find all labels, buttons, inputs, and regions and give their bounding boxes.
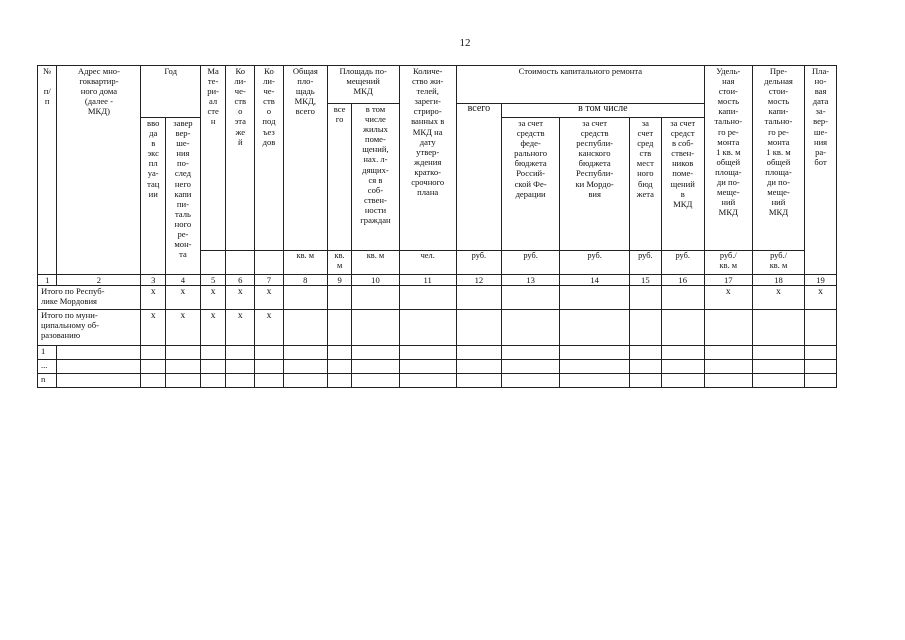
table-cell (141, 346, 166, 360)
cell-mark-x: х (166, 310, 201, 346)
table-cell (352, 310, 399, 346)
table-cell (255, 360, 284, 374)
table-cell (57, 346, 141, 360)
column-number: 4 (166, 275, 201, 286)
cell-mark-x: х (200, 286, 226, 310)
table-cell (200, 360, 226, 374)
table-cell (226, 346, 255, 360)
header-year: Год (141, 66, 200, 118)
table-cell (661, 286, 704, 310)
table-cell (255, 346, 284, 360)
column-number: 6 (226, 275, 255, 286)
header-no: № п/ п (38, 66, 57, 275)
table-cell (200, 374, 226, 388)
table-cell (560, 374, 630, 388)
table-cell (57, 360, 141, 374)
column-number: 7 (255, 275, 284, 286)
cell-mark-x: х (704, 286, 752, 310)
table-cell (166, 360, 201, 374)
table-cell (283, 360, 327, 374)
cell-mark-x: х (752, 286, 804, 310)
header-including: в том числе (501, 104, 704, 118)
table-cell (456, 374, 501, 388)
table-cell (456, 346, 501, 360)
table-cell (752, 360, 804, 374)
row-number-first: 1 (38, 346, 57, 360)
header-area-total: все го (327, 104, 352, 251)
column-number: 11 (399, 275, 456, 286)
table-cell (704, 346, 752, 360)
cell-mark-x: х (255, 310, 284, 346)
header-repair-cost: Стоимость капитального ремонта (456, 66, 704, 104)
table-cell (501, 310, 559, 346)
table-cell (283, 374, 327, 388)
header-cost-total: всего (456, 104, 501, 251)
header-cost-federal: за счет средств феде- рального бюджета Россий- ской Фе- дерации (501, 118, 559, 251)
table-cell (399, 360, 456, 374)
column-number: 16 (661, 275, 704, 286)
column-number: 3 (141, 275, 166, 286)
unit-area-total: кв. м (327, 251, 352, 275)
unit-entrances (255, 251, 284, 275)
table-cell (399, 374, 456, 388)
table-cell (501, 360, 559, 374)
table-cell (141, 374, 166, 388)
header-year-commission: вво да в экс пл уа- тац ии (141, 118, 166, 275)
unit-cost-republic: руб. (560, 251, 630, 275)
table-cell (456, 360, 501, 374)
header-max-cost: Пре- дельная стои- мость капи- тально- го ре- монта 1 кв. м общей площа- ди по- меще- ний МКД (752, 66, 804, 251)
table-cell (629, 360, 661, 374)
header-total-area: Общая пло- щадь МКД, всего (283, 66, 327, 251)
table-cell (805, 310, 837, 346)
unit-unit-cost: руб./ кв. м (704, 251, 752, 275)
column-number: 1 (38, 275, 57, 286)
cell-mark-x: х (166, 286, 201, 310)
cell-mark-x: х (141, 286, 166, 310)
table-cell (399, 286, 456, 310)
table-cell (456, 286, 501, 310)
table-cell (352, 286, 399, 310)
column-number: 18 (752, 275, 804, 286)
table-cell (352, 346, 399, 360)
table-cell (501, 286, 559, 310)
header-floors: Ко ли- че- ств о эта же й (226, 66, 255, 251)
column-number: 15 (629, 275, 661, 286)
table-cell (704, 374, 752, 388)
table-cell (141, 360, 166, 374)
table-cell (752, 374, 804, 388)
table-cell (704, 360, 752, 374)
table-cell (200, 346, 226, 360)
table-cell (501, 346, 559, 360)
column-number: 17 (704, 275, 752, 286)
header-material: Ма те- ри- ал сте н (200, 66, 226, 251)
table-cell (560, 286, 630, 310)
column-number: 8 (283, 275, 327, 286)
row-number-last: n (38, 374, 57, 388)
header-area-premises: Площадь по- мещений МКД (327, 66, 399, 104)
column-number: 12 (456, 275, 501, 286)
header-year-finish: завер вер- ше- ния по- след него капи пи- таль ного ре- мон- та (166, 118, 201, 275)
header-cost-local: за счет сред ств мест ного бюд жета (629, 118, 661, 251)
table-cell (752, 346, 804, 360)
table-cell (327, 346, 352, 360)
cell-mark-x: х (200, 310, 226, 346)
table-cell (327, 286, 352, 310)
row-label-republic-total: Итого по Респуб- лике Мордовия (38, 286, 141, 310)
header-cost-republic: за счет средств республи- канского бюджета Республи- ки Мордо- вия (560, 118, 630, 251)
table-cell (805, 346, 837, 360)
header-cost-owners: за счет средст в соб- ствен- ников поме- щений в МКД (661, 118, 704, 251)
table-cell (283, 286, 327, 310)
table-cell (629, 346, 661, 360)
table-cell (629, 374, 661, 388)
row-label-municipal-total: Итого по муни- ципальному об- разованию (38, 310, 141, 346)
column-number: 10 (352, 275, 399, 286)
table-cell (456, 310, 501, 346)
column-number: 13 (501, 275, 559, 286)
unit-area-residential: кв. м (352, 251, 399, 275)
column-number: 14 (560, 275, 630, 286)
table-cell (57, 374, 141, 388)
capital-repair-table (37, 65, 837, 388)
header-entrances: Ко ли- че- ств о под ъез дов (255, 66, 284, 251)
table-cell (327, 310, 352, 346)
unit-residents: чел. (399, 251, 456, 275)
table-cell (255, 374, 284, 388)
unit-cost-local: руб. (629, 251, 661, 275)
cell-mark-x: х (226, 286, 255, 310)
column-number: 2 (57, 275, 141, 286)
table-cell (661, 374, 704, 388)
table-cell (283, 346, 327, 360)
table-cell (501, 374, 559, 388)
table-cell (805, 360, 837, 374)
page-number: 12 (459, 37, 471, 49)
unit-max-cost: руб./ кв. м (752, 251, 804, 275)
header-unit-cost: Удель- ная стои- мость капи- тально- го ре- монта 1 кв. м общей площа- ди по- меще- ний МКД (704, 66, 752, 251)
table-cell (661, 346, 704, 360)
table-cell (704, 310, 752, 346)
column-number: 9 (327, 275, 352, 286)
header-area-residential: в том числе жилых поме- щений, нах. л- дящих- ся в соб- ствен- ности граждан (352, 104, 399, 251)
table-cell (752, 310, 804, 346)
header-planned-date: Пла- но- вая дата за- вер- ше- ния ра- бот (805, 66, 837, 275)
table-cell (166, 346, 201, 360)
header-residents: Количе- ство жи- телей, зареги- стриро- ванных в МКД на дату утвер- ждения кратко- срочного плана (399, 66, 456, 251)
table-cell (166, 374, 201, 388)
row-number-ellipsis: ... (38, 360, 57, 374)
column-number: 19 (805, 275, 837, 286)
table-cell (560, 346, 630, 360)
cell-mark-x: х (226, 310, 255, 346)
unit-total-area: кв. м (283, 251, 327, 275)
unit-cost-federal: руб. (501, 251, 559, 275)
cell-mark-x: х (805, 286, 837, 310)
table-cell (352, 374, 399, 388)
table-cell (560, 360, 630, 374)
table-cell (399, 310, 456, 346)
table-cell (327, 374, 352, 388)
table-cell (629, 286, 661, 310)
table-cell (805, 374, 837, 388)
unit-floors (226, 251, 255, 275)
unit-cost-total: руб. (456, 251, 501, 275)
unit-material (200, 251, 226, 275)
table-cell (661, 360, 704, 374)
column-number: 5 (200, 275, 226, 286)
table-cell (283, 310, 327, 346)
table-cell (352, 360, 399, 374)
table-cell (226, 360, 255, 374)
header-address: Адрес мно- гоквартир- ного дома (далее - МКД) (57, 66, 141, 275)
unit-cost-owners: руб. (661, 251, 704, 275)
cell-mark-x: х (141, 310, 166, 346)
table-cell (661, 310, 704, 346)
table-cell (226, 374, 255, 388)
table-cell (629, 310, 661, 346)
table-cell (560, 310, 630, 346)
cell-mark-x: х (255, 286, 284, 310)
table-cell (327, 360, 352, 374)
table-cell (399, 346, 456, 360)
